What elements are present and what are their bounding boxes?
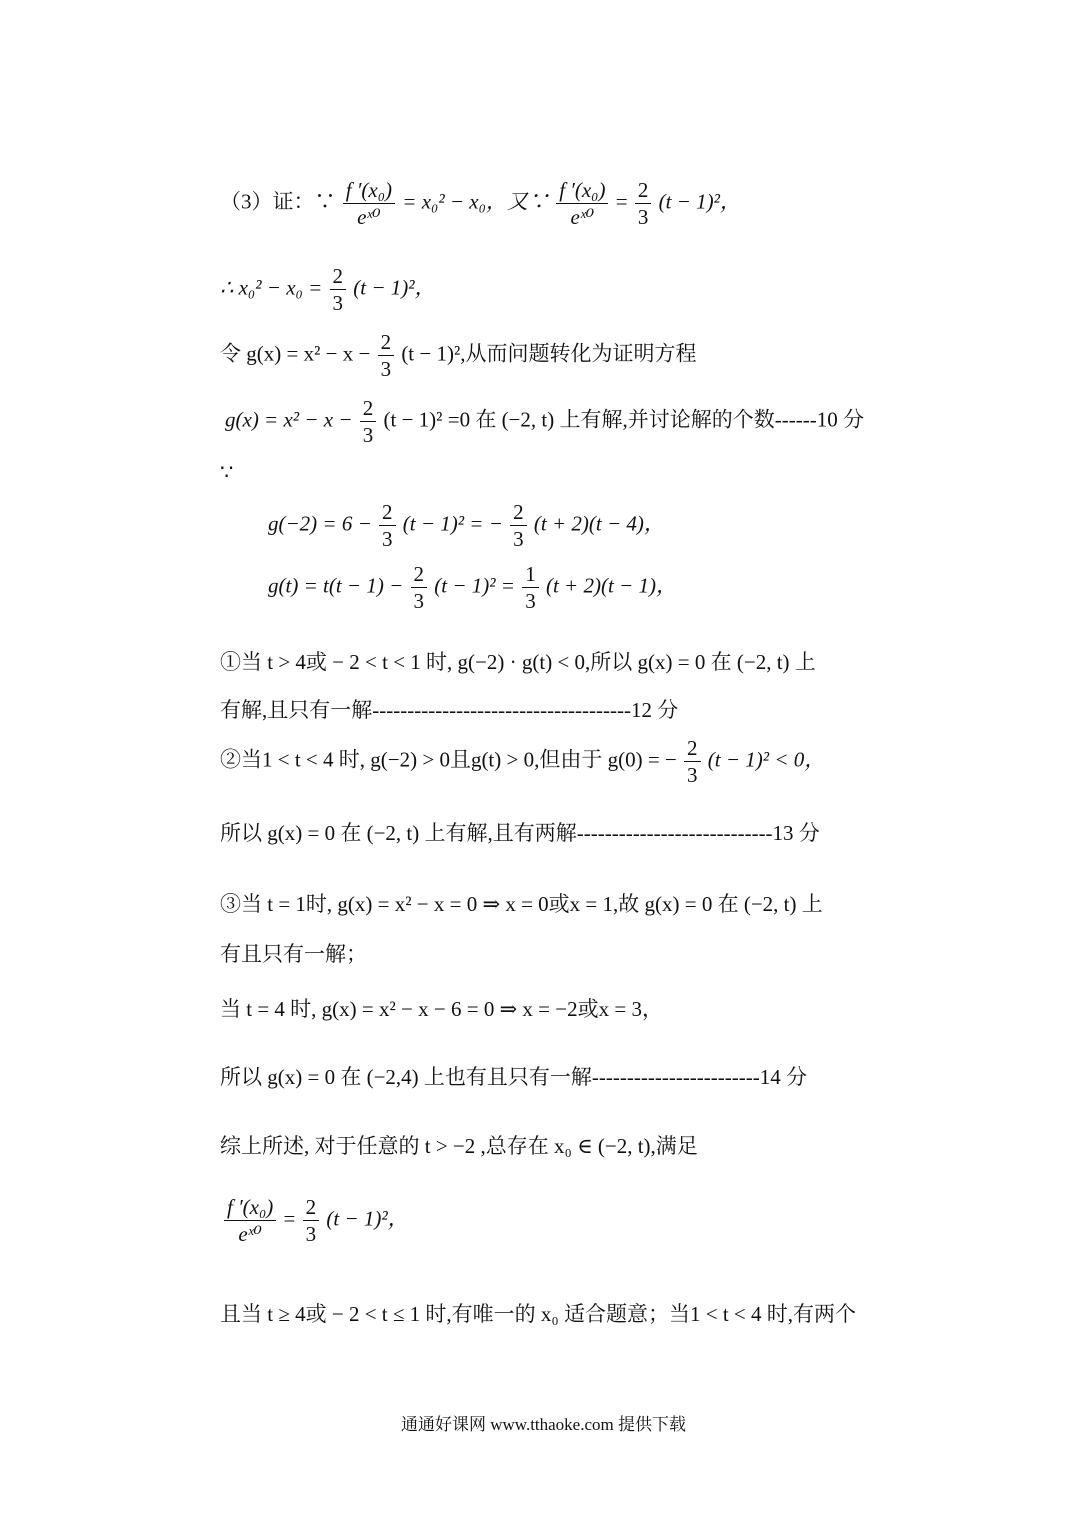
text: 综上所述, 对于任意的 t > −2 ,总存在 x₀ ∈ (−2, t),满足 [220, 1134, 698, 1158]
text: 所以 g(x) = 0 在 (−2, t) 上有解,且有两解----------------------------13 分 [220, 821, 820, 845]
text: (t + 2)(t − 4)， [533, 511, 665, 536]
fraction: $\frac{2}{3}$ [411, 562, 428, 613]
text: 当 t = 4 时, g(x) = x² − x − 6 = 0 ⇒ x = −2或x = 3， [220, 997, 663, 1021]
text: 所以 g(x) = 0 在 (−2,4) 上也有且只有一解------------------------14 分 [220, 1065, 807, 1089]
text: (t + 2)(t − 1)， [545, 573, 677, 598]
text: (t − 1)² = [434, 573, 515, 598]
text: 令 g(x) = x² − x − [220, 341, 371, 366]
text: ∵ [220, 460, 234, 484]
line-12 [220, 888, 823, 918]
fraction: $\frac{2}{3}$ [684, 736, 701, 787]
text: （3）证：∵ [220, 189, 336, 214]
fraction: $\frac{2}{3}$ [379, 500, 396, 551]
text: g(−2) = 6 − [268, 511, 372, 536]
footer: 通通好课网 www.tthaoke.com 提供下载 [400, 1415, 687, 1434]
fraction: $\frac{2}{3}$ [635, 178, 652, 229]
line-17: $\frac{\text{f ′(x₀)}}{\text{eˣ⁰}}$ = $\frac{2}{3}$ (t − 1)²， [222, 1195, 409, 1246]
line-7 [268, 562, 677, 613]
text: ①当 t > 4或 − 2 < t < 1 时, g(−2) · g(t) < 0,所以 g(x) = 0 在 (−2, t) 上 [220, 650, 816, 674]
line-10 [220, 736, 825, 787]
line-1: （3）证：∵ $\frac{\text{f ′(x₀)}}{\text{eˣ⁰}}$ = x₀² − x₀，又∵ $\frac{\text{f ′(x₀)}}{\text{eˣ⁰}}$ = $\frac{2}{3}$ (t − 1)²， [220, 178, 741, 230]
text: 有且只有一解； [220, 942, 367, 966]
line-8 [220, 646, 816, 676]
fraction: $\frac{\text{f ′(x₀)}}{\text{eˣ⁰}}$ [224, 1195, 276, 1246]
line-2 [220, 264, 436, 315]
text: 且当 t ≥ 4或 − 2 < t ≤ 1 时,有唯一的 x₀ 适合题意；当1 < t < 4 时,有两个 [220, 1302, 856, 1326]
text: (t − 1)²， [353, 275, 436, 300]
text: (t − 1)²,从而问题转化为证明方程 [401, 341, 697, 366]
text: ③当 t = 1时, g(x) = x² − x = 0 ⇒ x = 0或x = 1,故 g(x) = 0 在 (−2, t) 上 [220, 892, 823, 916]
fraction: $\frac{\text{f ′(x₀)}}{\text{eˣ⁰}}$ [343, 178, 395, 229]
fraction: $\frac{2}{3}$ [330, 264, 347, 315]
fraction: $\frac{2}{3}$ [303, 1195, 320, 1246]
fraction: $\frac{1}{3}$ [522, 562, 539, 613]
text: (t − 1)² =0 在 (−2, t) 上有解,并讨论解的个数------10 分 [383, 407, 864, 432]
text: = x₀² − x₀，又∵ [402, 189, 549, 214]
text: (t − 1)²， [326, 1206, 409, 1231]
text: (t − 1)² < 0， [707, 747, 826, 772]
line-5 [220, 460, 233, 485]
line-3 [220, 330, 697, 381]
line-14 [220, 993, 663, 1023]
text: ②当1 < t < 4 时, g(−2) > 0且g(t) > 0,但由于 g(0) = − [220, 747, 677, 772]
text: 有解,且只有一解-------------------------------------12 分 [220, 698, 679, 722]
line-18 [220, 1298, 856, 1328]
line-9 [220, 694, 678, 724]
text: ∴ x₀² − x₀ = [220, 275, 323, 300]
fraction: $\frac{2}{3}$ [360, 396, 377, 447]
fraction: $\frac{2}{3}$ [378, 330, 395, 381]
line-4 [225, 396, 864, 447]
text: (t − 1)²， [658, 189, 741, 214]
line-11 [220, 817, 820, 847]
line-13 [220, 938, 367, 968]
line-15 [220, 1061, 807, 1091]
fraction: $\frac{2}{3}$ [510, 500, 527, 551]
text: g(x) = x² − x − [225, 407, 353, 432]
text: g(t) = t(t − 1) − [268, 573, 404, 598]
line-16 [220, 1130, 698, 1160]
text: (t − 1)² = − [402, 511, 503, 536]
line-6 [268, 500, 665, 551]
fraction: $\frac{\text{f ′(x₀)}}{\text{eˣ⁰}}$ [556, 178, 608, 229]
